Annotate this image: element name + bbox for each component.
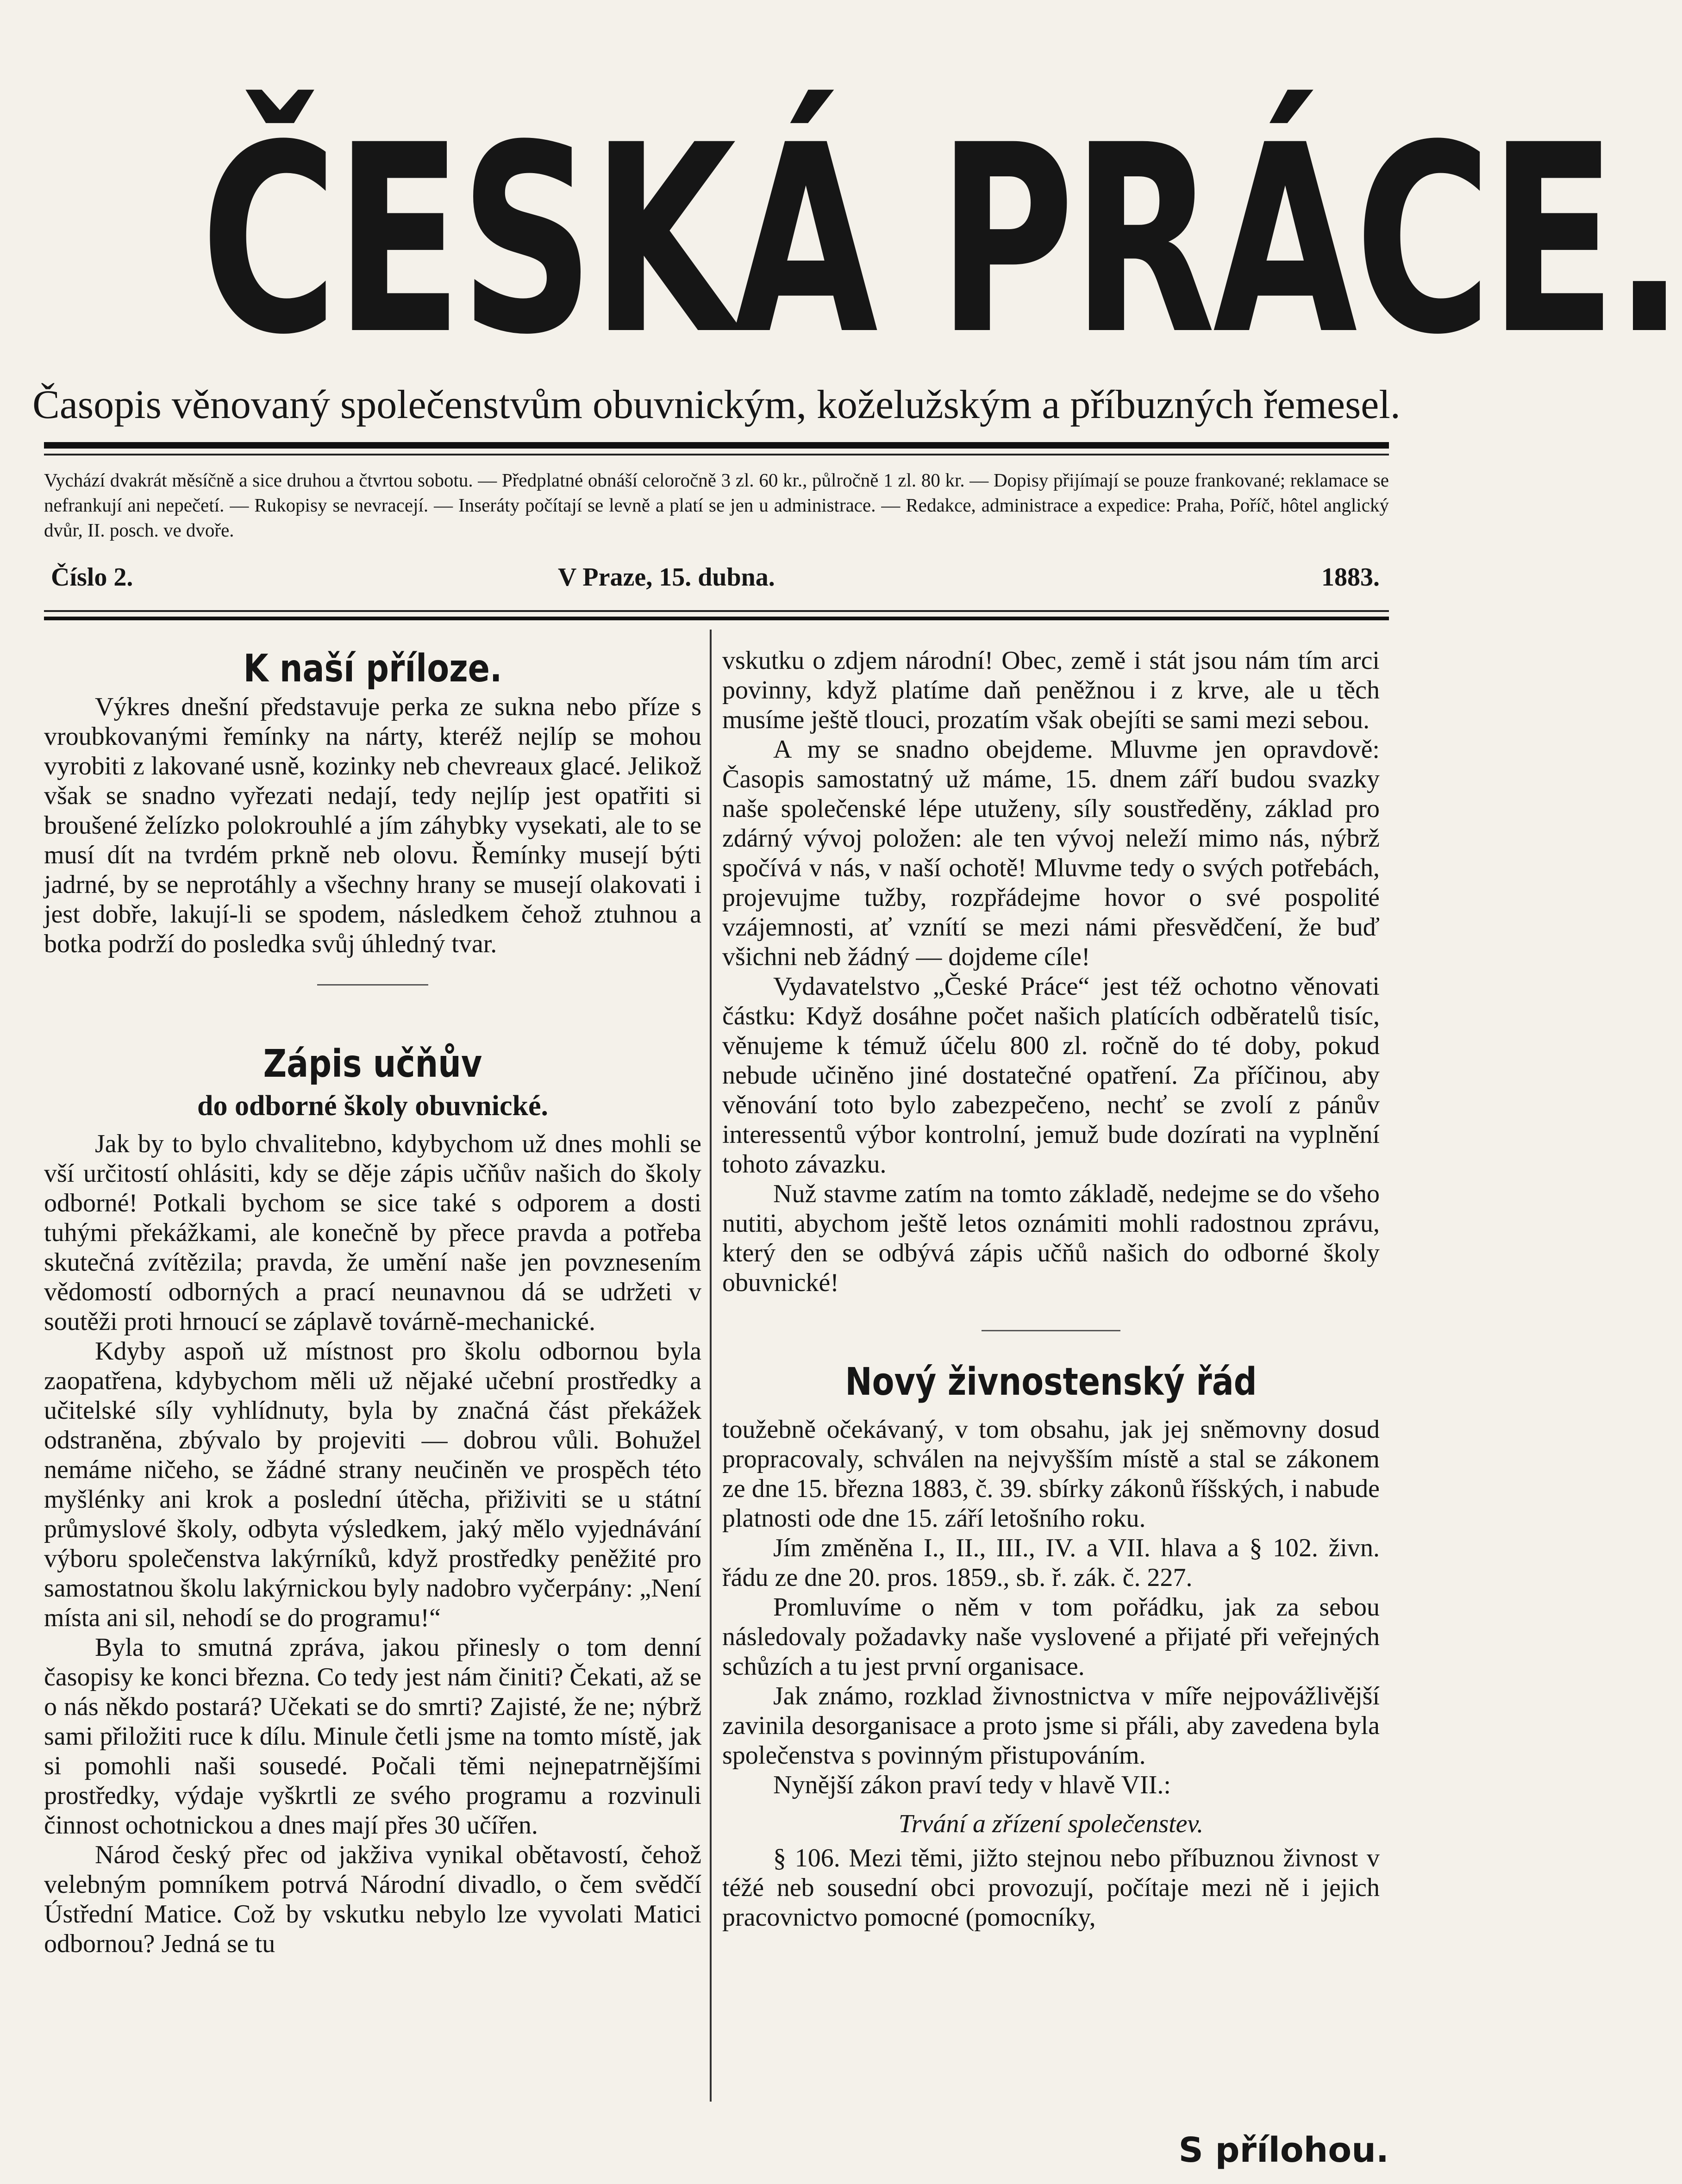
article2-paragraph: Kdyby aspoň už místnost pro školu odbornou byla zaopatřena, kdybychom měli už nějaké učební prostředky a učitelské síly vyhlídnuty, byla by značná část překážek odstraněna, zbývalo by projeviti — dobrou vůli. Bohužel nemáme ničeho, se žádné strany neučiněn ve prospěch této myšlénky ani krok a poslední útěcha, přiživiti se u státní průmyslové školy, odbyta výsledkem, jaký mělo vyjednávání výboru společenstva lakýrníků, když prostředky peněžité pro samostatnou školu lakýrnickou byly nadobro vyčerpány: „Není místa ani sil, nehodí se do programu!“ <box>44 1337 701 1632</box>
supplement-note: S přílohou. <box>1178 2130 1389 2170</box>
article1-paragraph: Výkres dnešní představuje perka ze sukna nebo příze s vroubkovanými řemínky na nárty, kteréž nejlíp se mohou vyrobiti z lakované usně, kozinky neb chevreaux glacé. Jelikož však se snadno vyřezati nedají, tedy nejlíp jest opatřiti si broušené želízko polokrouhlé a jím záhybky vysekati, ale to se musí dít na tvrdém prkně neb olovu. Řemínky musejí býti jadrné, by se neprotáhly a všechny hrany se musejí olakovati i jest dobře, lakují-li se spodem, následkem čehož ztuhnou a botka podrží do posledka svůj úhledný tvar. <box>44 693 701 958</box>
article3-paragraph: toužebně očekávaný, v tom obsahu, jak jej sněmovny dosud propracovaly, schválen na nejvyšším místě a stal se zákonem ze dne 15. března 1883, č. 39. sbírky zákonů říšských, i nabude platnosti ode dne 15. září letošního roku. <box>722 1415 1380 1533</box>
article3-paragraph: Jím změněna I., II., III., IV. a VII. hlava a § 102. živn. řádu ze dne 20. pros. 1859., sb. ř. zák. č. 227. <box>722 1534 1380 1592</box>
header-rule <box>44 442 1389 449</box>
article2-paragraph: Vydavatelstvo „České Práce“ jest též ochotno věnovati částku: Když dosáhne počet našich platících odběratelů tisíc, věnujeme k témuž účelu 800 zl. ročně do té doby, pokud nebude učiněno jiné dostatečné opatření. Za příčinou, aby věnování toto bylo zabezpečeno, nechť se zvolí z pánův interessentů výbor kontrolní, jemuž bude dozírati na vyplnění tohoto závazku. <box>722 972 1380 1179</box>
article3-paragraph: § 106. Mezi těmi, jižto stejnou nebo příbuznou živnost v téžé neb sousední obci provozují, počítaje mezi ně i jejich pracovnictvo pomocné (pomocníky, <box>722 1844 1380 1932</box>
column-divider <box>710 630 712 2102</box>
publication-info: Vychází dvakrát měsíčně a sice druhou a čtvrtou sobotu. — Předplatné obnáší celoročně 3 zl. 60 kr., půlročně 1 zl. 80 kr. — Dopisy přijímají se pouze frankované; reklamace se nefrankují ani nepečetí. — Rukopisy se nevracejí. — Inseráty počítají se levně a platí se jen u administrace. — Redakce, administrace a expedice: Praha, Poříč, hôtel anglický dvůr, II. posch. ve dvoře. <box>44 469 1389 541</box>
article2-paragraph: Národ český přec od jakživa vynikal obětavostí, čehož velebným pomníkem potrvá Národní divadlo, o čem svědčí Ústřední Matice. Což by vskutku nebylo lze vyvolati Matici odbornou? Jedná se tu <box>44 1841 701 1958</box>
left-column <box>44 646 701 1959</box>
article2-paragraph: Jak by to bylo chvalitebno, kdybychom už dnes mohli se vší určitostí ohlásiti, kdy se děje zápis učňův našich do školy odborné! Potkali bychom se sice také s odporem a dosti tuhými překážkami, ale konečně by přece pravda a potřeba skutečná zvítězila; pravda, že umění naše jen povznesením vědomostí odborných a prací neunavnou dá se udržeti v soutěži proti hrnoucí se záplavě továrně-mechanické. <box>44 1129 701 1336</box>
header-rule-thin <box>44 454 1389 456</box>
article3-paragraph: Promluvíme o něm v tom pořádku, jak za sebou následovaly požadavky naše vyslovené a přijaté při veřejných schůzích a tu jest první organisace. <box>722 1593 1380 1681</box>
issue-rule <box>44 610 1389 612</box>
masthead-title: ČESKÁ PRÁCE. <box>200 90 1682 392</box>
issue-rule-thick <box>44 617 1389 620</box>
article3-section-title: Trvání a zřízení společenstev. <box>898 1810 1204 1838</box>
issue-row <box>44 562 1389 599</box>
subtitle: Časopis věnovaný společenstvům obuvnickým, koželužským a příbuzných řemesel. <box>32 382 1401 427</box>
issue-date: V Praze, 15. dubna. <box>558 563 775 592</box>
article1-title: K naší příloze. <box>243 647 502 691</box>
article2-subtitle: do odborné školy obuvnické. <box>197 1090 548 1122</box>
separator <box>317 984 428 986</box>
article2-paragraph: Nuž stavme zatím na tomto základě, nedejme se do všeho nutiti, abychom ještě letos oznámiti mohli radostnou zprávu, který den se odbývá zápis učňů našich do odborné školy obuvnické! <box>722 1179 1380 1297</box>
article3-paragraph: Jak známo, rozklad živnostnictva v míře nejpovážlivější zavinila desorganisace a proto jsme si přáli, aby zavedena byla společenstva s povinným přistupováním. <box>722 1682 1380 1770</box>
separator <box>982 1330 1120 1331</box>
article2-paragraph: A my se snadno obejdeme. Mluvme jen opravdově: Časopis samostatný už máme, 15. dnem září budou svazky naše společenské lépe utuženy, síly soustředěny, základ pro zdárný vývoj položen: ale ten vývoj neleží mimo nás, nýbrž spočívá v nás, v naší ochotě! Mluvme tedy o svých potřebách, projevujme tužby, rozpřádejme hovor o své pospolité vzájemnosti, ať vznítí se mezi námi přesvědčení, že buď všichni neb žádný — dojdeme cíle! <box>722 735 1380 971</box>
article3-title: Nový živnostenský řád <box>845 1360 1257 1404</box>
issue-year: 1883. <box>1321 563 1380 592</box>
issue-number: Číslo 2. <box>51 563 133 592</box>
article2-paragraph: vskutku o zdjem národní! Obec, země i stát jsou nám tím arci povinny, když platíme daň peněžnou i z krve, ale u těch musíme ještě tlouci, prozatím však obejíti se sami mezi sebou. <box>722 646 1380 734</box>
article3-paragraph: Nynější zákon praví tedy v hlavě VII.: <box>773 1771 1171 1799</box>
article2-title: Zápis učňův <box>263 1042 482 1086</box>
right-column <box>722 646 1380 1932</box>
article2-paragraph: Byla to smutná zpráva, jakou přinesly o tom denní časopisy ke konci března. Co tedy jest nám činiti? Čekati, až se o nás někdo postará? Učekati se do smrti? Zajisté, že ne; nýbrž sami přiložiti ruce k dílu. Minule četli jsme na tomto místě, jak si pomohli naši sousedé. Počali těmi nejnepatrnějšími prostředky, výdaje vyškrtli ze svého programu a rozvinuli činnost ochotnickou a dnes mají přes 30 učířen. <box>44 1633 701 1840</box>
